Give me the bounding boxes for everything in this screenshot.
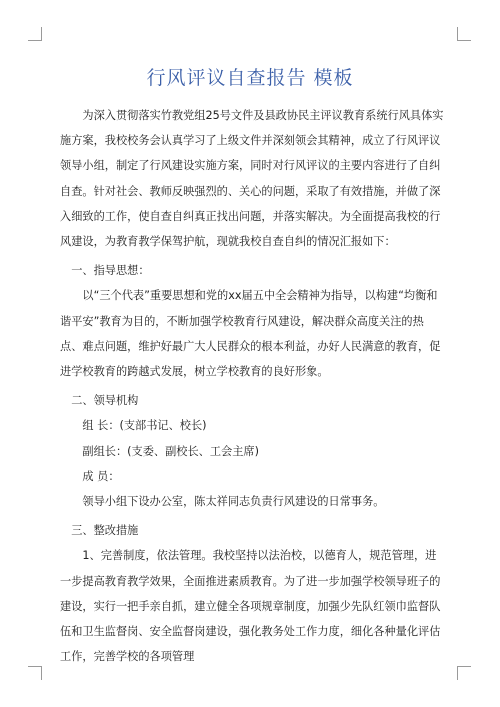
- members-line: 成 员：: [82, 469, 120, 483]
- crop-mark-bottom-left: [41, 666, 42, 680]
- crop-mark-top-left: [41, 27, 42, 41]
- crop-mark-top-right: [457, 27, 458, 41]
- crop-mark-bottom-left: [28, 666, 42, 667]
- crop-mark-bottom-right: [457, 666, 458, 680]
- crop-mark-top-left: [28, 40, 42, 41]
- section-heading-guiding-ideology: 一、指导思想：: [71, 264, 150, 278]
- office-line: 领导小组下设办公室，陈太祥同志负责行风建设的日常事务。: [82, 495, 385, 509]
- document-body: [60, 103, 444, 669]
- rectification-paragraph: 1、完善制度，依法管理。我校坚持以法治校，以德育人，规范管理，进一步提高教育教学效果，全面推进素质教育。为了进一步加强学校领导班子的建设，实行一把手亲自抓，建立健全各项规章制度，加强少先队红领巾监督队伍和卫生监督岗、安全监督岗建设，强化教务处工作力度，细化各种量化评估工作，完善学校的各项管理: [60, 549, 441, 664]
- document-title: 行风评议自查报告 模板: [146, 67, 354, 89]
- crop-mark-bottom-right: [457, 666, 471, 667]
- intro-paragraph: 为深入贯彻落实竹教党组25号文件及县政协民主评议教育系统行风具体实施方案，我校校务会认真学习了上级文件并深刻领会其精神，成立了行风评议领导小组，制定了行风建设实施方案，同时对行风评议的主要内容进行了自纠自查。针对社会、教师反映强烈的、关心的问题，采取了有效措施，并做了深入细致的工作，使自查自纠真正找出问题，并落实解决。为全面提高我校的行风建设，为教育教学保驾护航，现就我校自查自纠的情况汇报如下：: [60, 109, 444, 249]
- section-heading-leadership: 二、领导机构: [71, 394, 139, 408]
- guiding-ideology-paragraph: 以“三个代表”重要思想和党的xx届五中全会精神为指导，以构建“均衡和谐平安”教育为目的，不断加强学校教育行风建设，解决群众高度关注的热点、难点问题，维护好最广大人民群众的根本利益，办好人民满意的教育，促进学校教育的跨越式发展，树立学校教育的良好形象。: [60, 289, 441, 379]
- section-heading-rectification: 三、整改措施: [71, 524, 139, 538]
- deputy-leader-line: 副组长：(支委、副校长、工会主席): [82, 444, 259, 458]
- crop-mark-top-right: [457, 40, 471, 41]
- leader-line: 组 长：(支部书记、校长): [82, 419, 207, 433]
